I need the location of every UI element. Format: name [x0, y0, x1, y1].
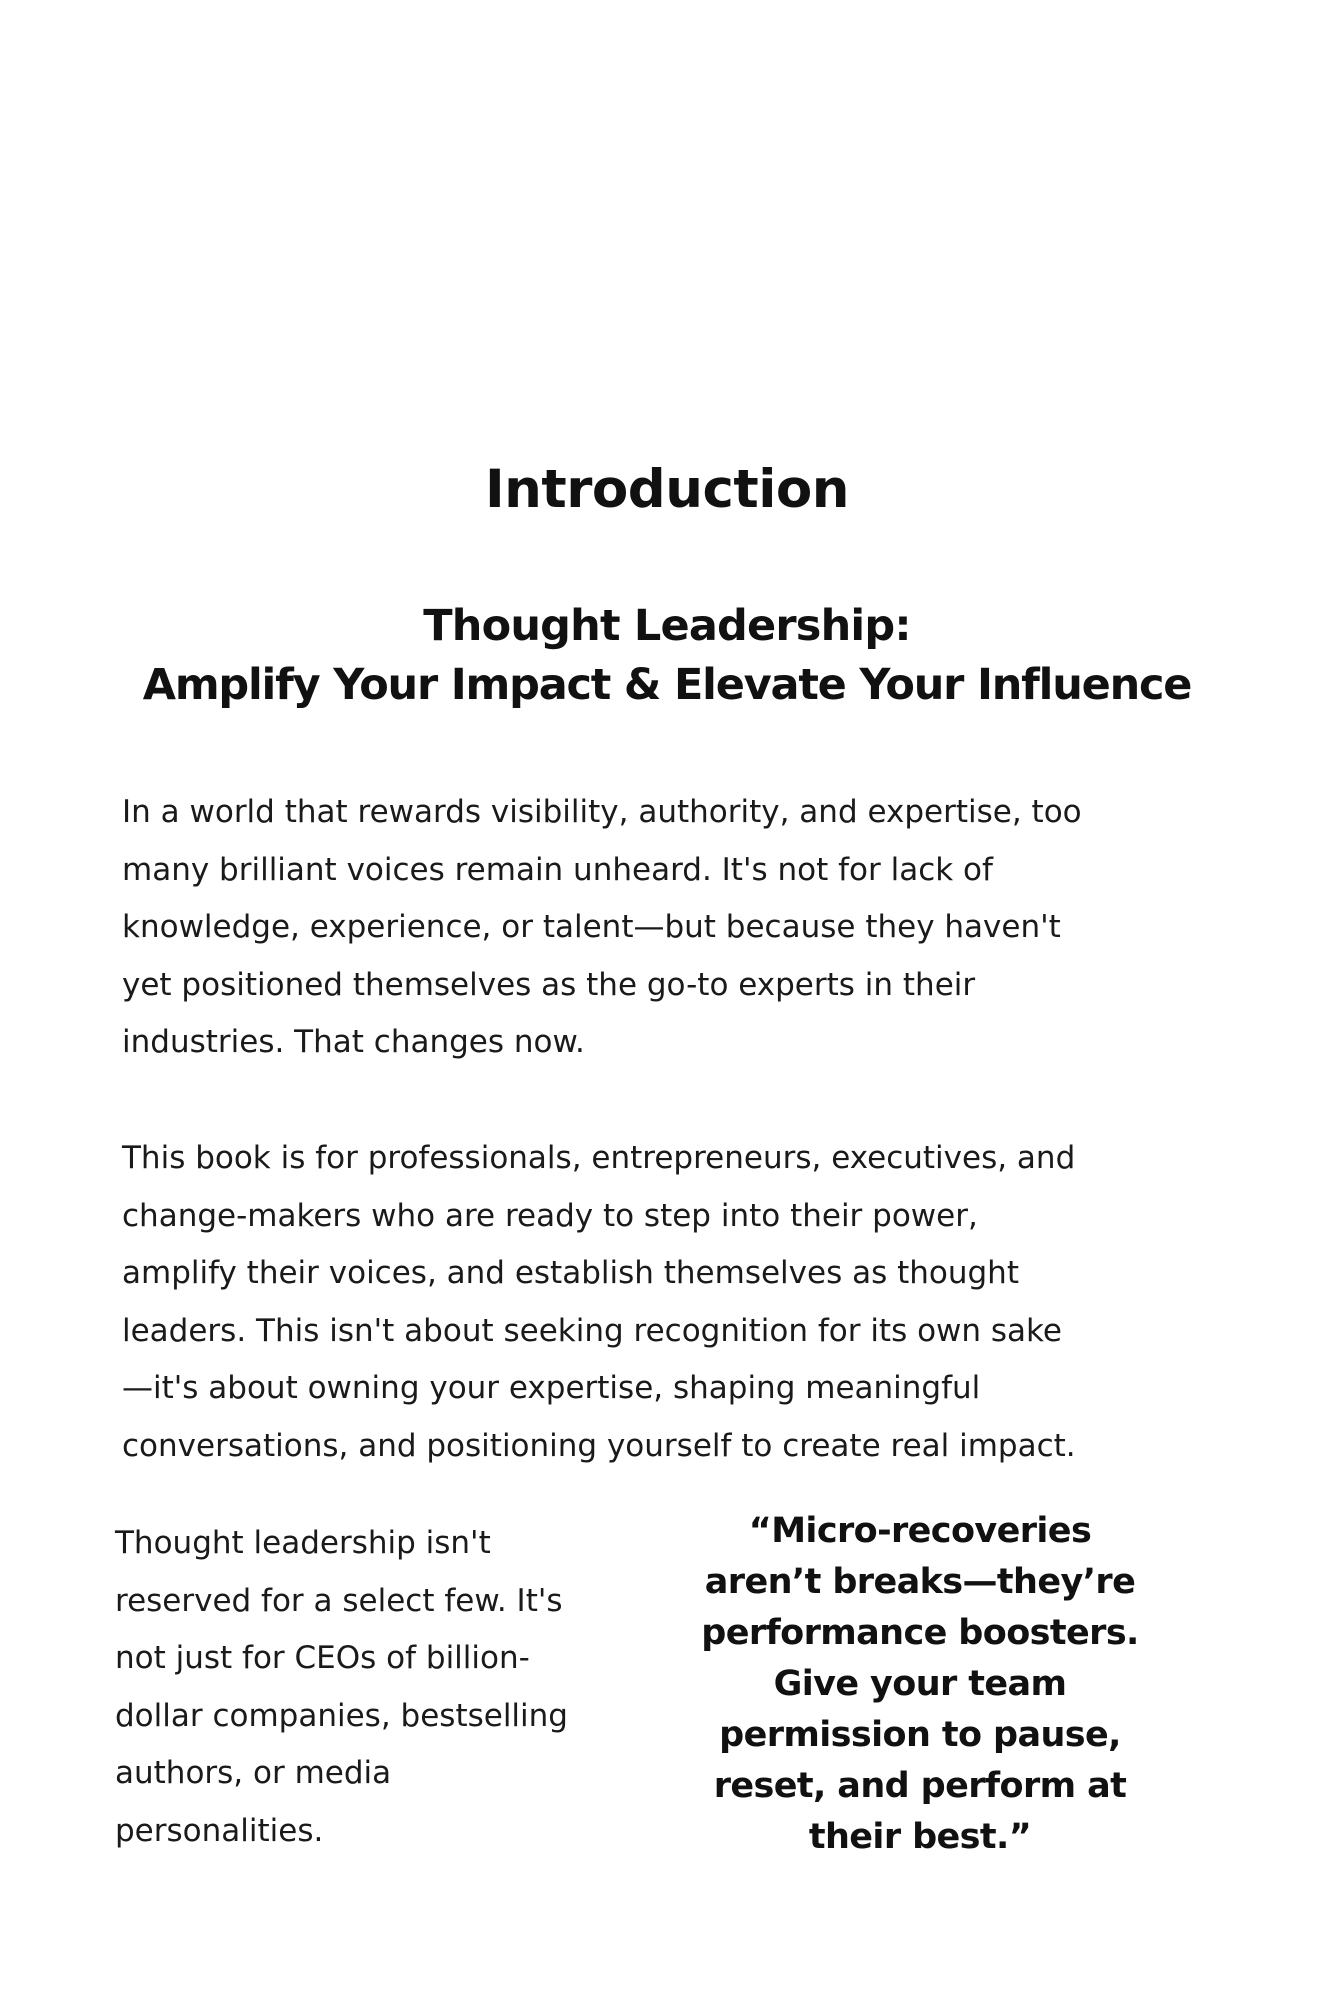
- paragraph-line: reserved for a select few. It's: [115, 1582, 563, 1619]
- chapter-title: Introduction: [484, 459, 850, 520]
- paragraph-line: personalities.: [115, 1812, 324, 1849]
- pull-quote-line: permission to pause,: [719, 1715, 1121, 1755]
- pull-quote-line: “Micro-recoveries: [748, 1511, 1092, 1551]
- pull-quote-line: their best.”: [808, 1817, 1032, 1857]
- paragraph-line: many brilliant voices remain unheard. It's not for lack of: [122, 851, 993, 888]
- chapter-subtitle-line-2: Amplify Your Impact & Elevate Your Influence: [142, 660, 1192, 710]
- paragraph-line: leaders. This isn't about seeking recognition for its own sake: [122, 1312, 1062, 1349]
- paragraph-line: knowledge, experience, or talent—but because they haven't: [122, 909, 1061, 945]
- paragraph-line: conversations, and positioning yourself to create real impact.: [122, 1427, 1076, 1464]
- body-paragraph-3: [115, 1515, 675, 1860]
- paragraph-line: This book is for professionals, entrepreneurs, executives, and: [122, 1140, 1076, 1176]
- pull-quote: [680, 1506, 1160, 1863]
- paragraph-line: dollar companies, bestselling: [115, 1697, 568, 1734]
- paragraph-line: authors, or media: [115, 1755, 392, 1791]
- body-paragraph-2: [122, 1130, 1242, 1475]
- pull-quote-line: aren’t breaks—they’re: [704, 1562, 1136, 1602]
- body-paragraph-1: [122, 784, 1242, 1072]
- paragraph-line: yet positioned themselves as the go-to experts in their: [122, 966, 976, 1003]
- paragraph-line: Thought leadership isn't: [115, 1525, 491, 1561]
- pull-quote-line: Give your team: [773, 1664, 1067, 1704]
- pull-quote-line: reset, and perform at: [713, 1766, 1127, 1806]
- paragraph-line: change-makers who are ready to step into their power,: [122, 1197, 978, 1234]
- pull-quote-line: performance boosters.: [701, 1613, 1139, 1653]
- paragraph-line: industries. That changes now.: [122, 1024, 585, 1060]
- chapter-subtitle-line-1: Thought Leadership:: [423, 601, 911, 651]
- paragraph-line: amplify their voices, and establish themselves as thought: [122, 1255, 1019, 1291]
- paragraph-line: In a world that rewards visibility, authority, and expertise, too: [122, 794, 1082, 830]
- paragraph-line: —it's about owning your expertise, shaping meaningful: [122, 1370, 981, 1406]
- paragraph-line: not just for CEOs of billion-: [115, 1640, 530, 1676]
